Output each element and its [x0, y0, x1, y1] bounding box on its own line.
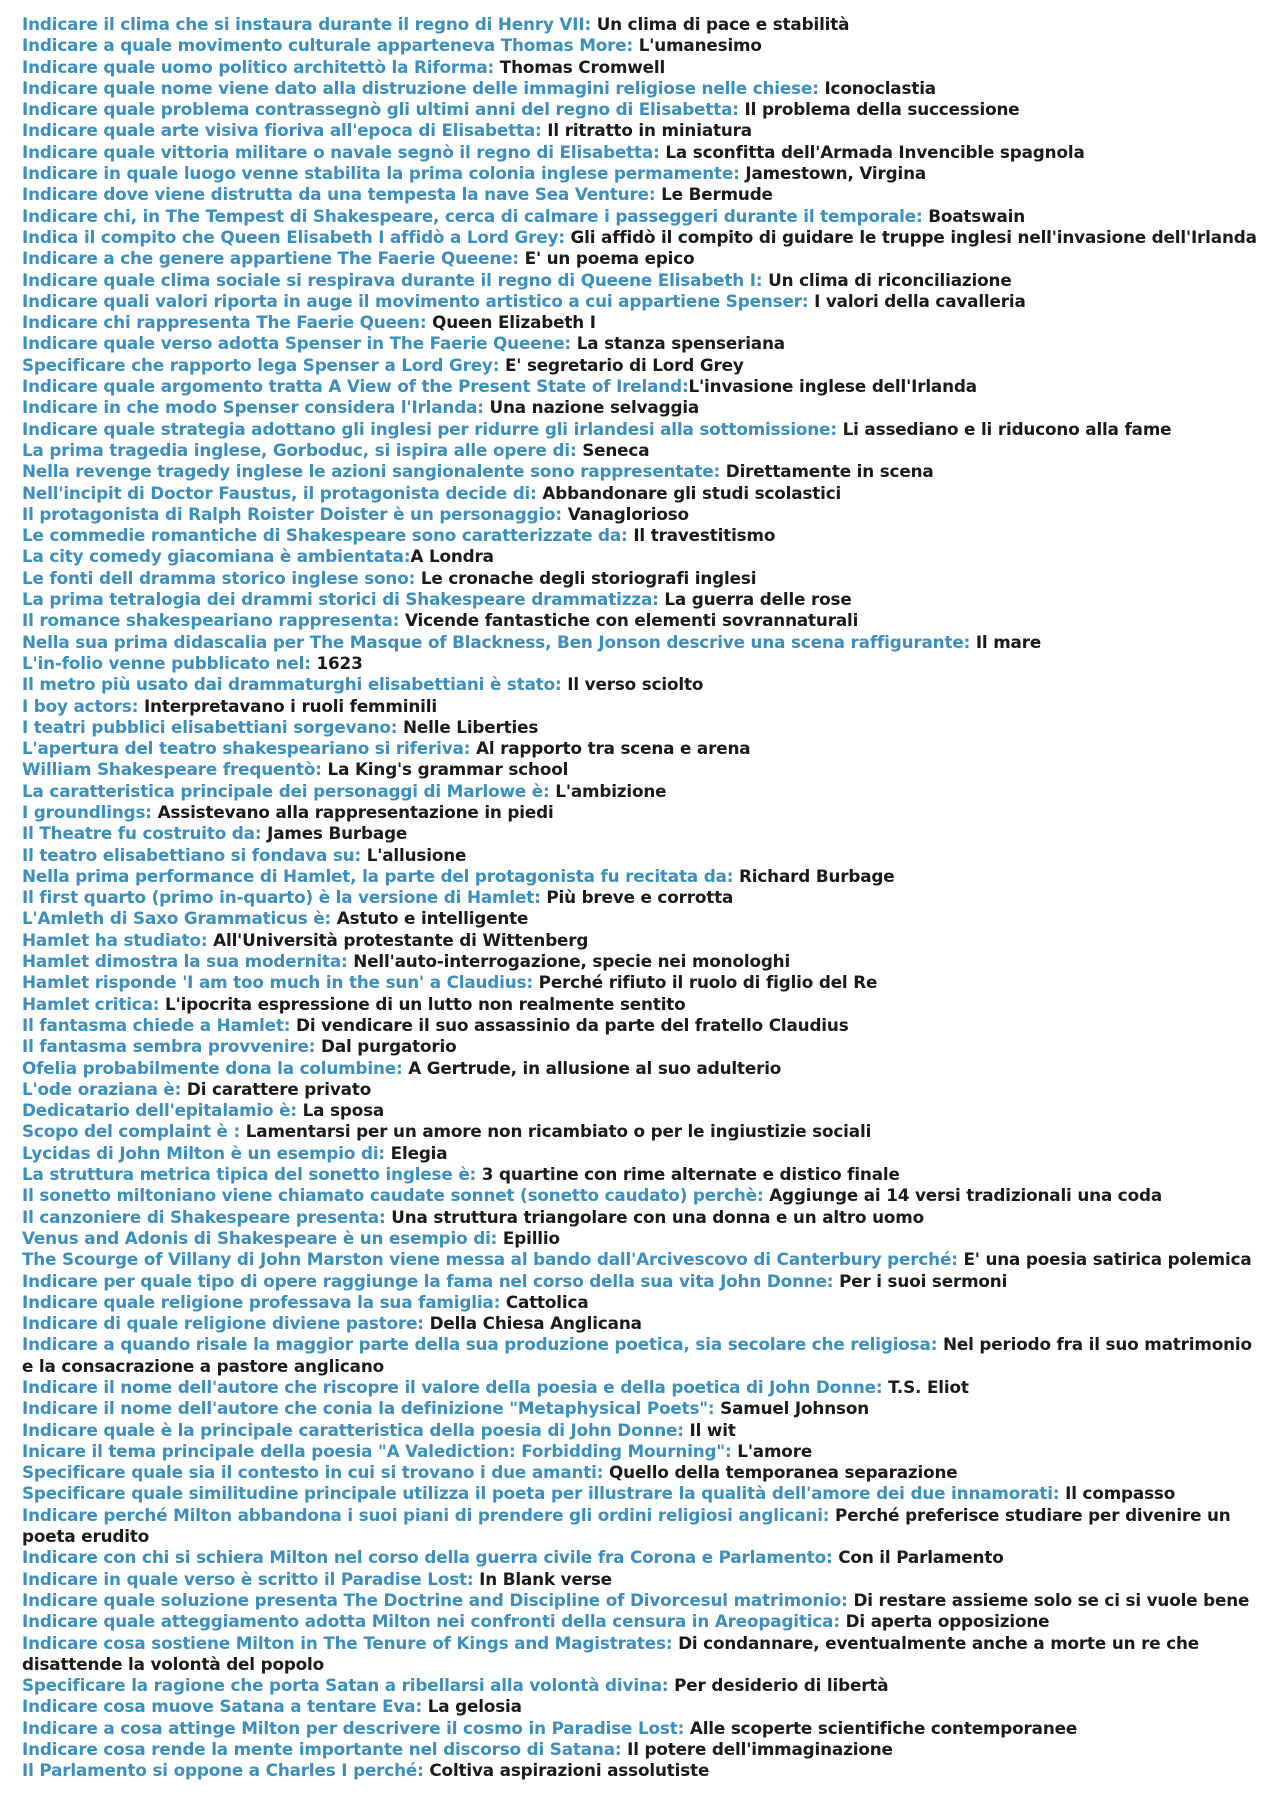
question-text: La struttura metrica tipica del sonetto inglese è:: [22, 1164, 477, 1185]
question-text: Il first quarto (primo in-quarto) è la versione di Hamlet:: [22, 887, 541, 908]
qa-item: [22, 291, 1258, 312]
question-text: I boy actors:: [22, 695, 139, 716]
qa-item: [22, 248, 1258, 269]
qa-item: [22, 1271, 1258, 1292]
qa-item: [22, 759, 1258, 780]
question-text: Indicare di quale religione diviene pastore:: [22, 1313, 424, 1334]
qa-item: [22, 1334, 1258, 1377]
qa-item: [22, 1569, 1258, 1590]
qa-item: [22, 1377, 1258, 1398]
question-text: Nella sua prima didascalia per The Masque of Blackness, Ben Jonson descrive una scena raffigurante:: [22, 631, 971, 652]
qa-item: [22, 738, 1258, 759]
answer-text: Le cronache degli storiografi inglesi: [415, 567, 757, 588]
qa-item: [22, 1462, 1258, 1483]
question-text: L'apertura del teatro shakespeariano si riferiva:: [22, 738, 471, 759]
answer-text: Il potere dell'immaginazione: [621, 1739, 893, 1760]
answer-text: Per desiderio di libertà: [668, 1675, 889, 1696]
answer-text: La gelosia: [422, 1696, 522, 1717]
qa-item: [22, 355, 1258, 376]
question-text: Indicare quali valori riporta in auge il movimento artistico a cui appartiene Spenser:: [22, 290, 809, 311]
question-text: Hamlet critica:: [22, 993, 160, 1014]
question-text: Indicare in quale luogo venne stabilita la prima colonia inglese permamente:: [22, 163, 740, 184]
qa-item: [22, 1058, 1258, 1079]
answer-text: Più breve e corrotta: [540, 887, 734, 908]
answer-text: L'allusione: [361, 844, 467, 865]
answer-text: E' segretario di Lord Grey: [499, 354, 744, 375]
question-text: Indicare il nome dell'autore che conia la definizione "Metaphysical Poets":: [22, 1398, 715, 1419]
question-text: Indicare cosa sostiene Milton in The Tenure of Kings and Magistrates:: [22, 1632, 673, 1653]
qa-item: [22, 270, 1258, 291]
answer-text: Interpretavano i ruoli femminili: [138, 695, 437, 716]
question-text: Il Theatre fu costruito da:: [22, 823, 262, 844]
answer-text: Vicende fantastiche con elementi sovrannaturali: [399, 610, 859, 631]
question-text: Indicare quale atteggiamento adotta Milton nei confronti della censura in Areopagitica:: [22, 1611, 840, 1632]
qa-item: [22, 1228, 1258, 1249]
question-text: Indicare quale soluzione presenta The Doctrine and Discipline of Divorcesul matrimonio:: [22, 1589, 848, 1610]
answer-text: Per i suoi sermoni: [833, 1270, 1008, 1291]
qa-item: [22, 142, 1258, 163]
answer-text: L'umanesimo: [633, 35, 762, 56]
question-text: Indicare il clima che si instaura durante il regno di Henry VII:: [22, 14, 592, 34]
question-text: Indicare quale problema contrassegnò gli ultimi anni del regno di Elisabetta:: [22, 99, 739, 120]
qa-item: [22, 930, 1258, 951]
question-text: Il fantasma sembra provvenire:: [22, 1036, 316, 1057]
qa-item: [22, 1441, 1258, 1462]
question-text: Indicare a quale movimento culturale apparteneva Thomas More:: [22, 35, 634, 56]
question-text: Specificare che rapporto lega Spenser a Lord Grey:: [22, 354, 500, 375]
answer-text: Il compasso: [1059, 1483, 1176, 1504]
answer-text: Richard Burbage: [733, 865, 895, 886]
question-text: I groundlings:: [22, 801, 152, 822]
answer-text: Una struttura triangolare con una donna e un altro uomo: [385, 1206, 924, 1227]
question-text: La prima tetralogia dei drammi storici di Shakespeare drammatizza:: [22, 589, 659, 610]
qa-item: [22, 1164, 1258, 1185]
question-text: Hamlet ha studiato:: [22, 929, 208, 950]
question-text: Nella revenge tragedy inglese le azioni sangionalente sono rappresentate:: [22, 461, 721, 482]
answer-text: L'invasione inglese dell'Irlanda: [688, 376, 977, 397]
answer-text: James Burbage: [261, 823, 408, 844]
qa-item: [22, 823, 1258, 844]
qa-item: [22, 994, 1258, 1015]
question-text: Indicare quale arte visiva fioriva all'epoca di Elisabetta:: [22, 120, 542, 141]
qa-item: [22, 99, 1258, 120]
question-text: La prima tragedia inglese, Gorboduc, si ispira alle opere di:: [22, 439, 577, 460]
qa-item: [22, 1121, 1258, 1142]
answer-text: Di aperta opposizione: [839, 1611, 1050, 1632]
qa-item: [22, 908, 1258, 929]
answer-text: Samuel Johnson: [714, 1398, 870, 1419]
answer-text: La King's grammar school: [321, 759, 569, 780]
question-text: L'in-folio venne pubblicato nel:: [22, 652, 311, 673]
qa-item: [22, 312, 1258, 333]
answer-text: In Blank verse: [473, 1568, 612, 1589]
qa-item: [22, 610, 1258, 631]
question-text: Scopo del complaint è :: [22, 1121, 241, 1142]
answer-text: Dal purgatorio: [315, 1036, 457, 1057]
answer-text: Coltiva aspirazioni assolutiste: [423, 1760, 710, 1781]
question-text: Indicare chi, in The Tempest di Shakespeare, cerca di calmare i passeggeri durante il temporale:: [22, 205, 923, 226]
question-text: Il teatro elisabettiano si fondava su:: [22, 844, 362, 865]
answer-text: Il verso sciolto: [561, 674, 704, 695]
question-text: Indicare a che genere appartiene The Faerie Queene:: [22, 248, 519, 269]
question-text: Indicare quale religione professava la sua famiglia:: [22, 1291, 501, 1312]
qa-item: [22, 333, 1258, 354]
answer-text: Il problema della successione: [738, 99, 1020, 120]
question-text: William Shakespeare frequentò:: [22, 759, 322, 780]
qa-item: [22, 78, 1258, 99]
answer-text: La stanza spenseriana: [571, 333, 785, 354]
question-text: Inicare il tema principale della poesia "A Valediction: Forbidding Mourning":: [22, 1440, 732, 1461]
qa-item: [22, 1036, 1258, 1057]
qa-item: [22, 184, 1258, 205]
qa-item: [22, 1100, 1258, 1121]
answer-text: Lamentarsi per un amore non ricambiato o per le ingiustizie sociali: [240, 1121, 872, 1142]
question-text: Indica il compito che Queen Elisabeth I affidò a Lord Grey:: [22, 226, 565, 247]
qa-item: [22, 1718, 1258, 1739]
question-text: Indicare quale clima sociale si respirava durante il regno di Queene Elisabeth I:: [22, 269, 763, 290]
answer-text: Abbandonare gli studi scolastici: [536, 482, 842, 503]
answer-text: E' una poesia satirica polemica: [957, 1249, 1252, 1270]
question-text: Dedicatario dell'epitalamio è:: [22, 1100, 297, 1121]
question-text: Indicare cosa rende la mente importante nel discorso di Satana:: [22, 1739, 622, 1760]
answer-text: La sposa: [296, 1100, 385, 1121]
qa-item: [22, 1420, 1258, 1441]
answer-text: Di restare assieme solo se ci si vuole bene: [847, 1589, 1250, 1610]
qa-item: [22, 376, 1258, 397]
qa-item: [22, 1547, 1258, 1568]
qa-item: [22, 1505, 1258, 1548]
answer-text: Quello della temporanea separazione: [603, 1462, 958, 1483]
question-text: Lycidas di John Milton è un esempio di:: [22, 1142, 385, 1163]
qa-item: [22, 120, 1258, 141]
qa-item: [22, 440, 1258, 461]
qa-item: [22, 163, 1258, 184]
answer-text: Nelle Liberties: [397, 716, 539, 737]
qa-item: [22, 14, 1258, 35]
question-text: Il metro più usato dai drammaturghi elisabettiani è stato:: [22, 674, 562, 695]
question-text: Indicare con chi si schiera Milton nel corso della guerra civile fra Corona e Parlamento:: [22, 1547, 833, 1568]
qa-item: [22, 1015, 1258, 1036]
question-text: Il canzoniere di Shakespeare presenta:: [22, 1206, 386, 1227]
answer-text: Di carattere privato: [181, 1078, 372, 1099]
qa-item: [22, 696, 1258, 717]
question-text: Indicare dove viene distrutta da una tempesta la nave Sea Venture:: [22, 184, 656, 205]
question-text: Indicare chi rappresenta The Faerie Queen:: [22, 312, 427, 333]
answer-text: Cattolica: [500, 1291, 589, 1312]
question-text: Indicare quale è la principale caratteristica della poesia di John Donne:: [22, 1419, 684, 1440]
question-text: Il sonetto miltoniano viene chiamato caudate sonnet (sonetto caudato) perchè:: [22, 1185, 764, 1206]
qa-item: [22, 1611, 1258, 1632]
qa-item: [22, 206, 1258, 227]
question-text: Indicare per quale tipo di opere raggiunge la fama nel corso della sua vita John Donne:: [22, 1270, 834, 1291]
answer-text: Di condannare, eventualmente anche a morte un re che disattende la volontà del popolo: [22, 1632, 1200, 1674]
answer-text: Al rapporto tra scena e arena: [470, 738, 751, 759]
answer-text: Iconoclastia: [818, 77, 936, 98]
qa-item: [22, 504, 1258, 525]
qa-item: [22, 1313, 1258, 1334]
qa-item: [22, 1185, 1258, 1206]
qa-item: [22, 1207, 1258, 1228]
question-text: Il protagonista di Ralph Roister Doister è un personaggio:: [22, 503, 562, 524]
question-text: Le fonti dell dramma storico inglese sono:: [22, 567, 416, 588]
qa-item: [22, 227, 1258, 248]
qa-item: [22, 887, 1258, 908]
question-text: Nell'incipit di Doctor Faustus, il protagonista decide di:: [22, 482, 537, 503]
answer-text: Jamestown, Virgina: [739, 163, 927, 184]
qa-item: [22, 1590, 1258, 1611]
answer-text: Un clima di pace e stabilità: [591, 14, 850, 34]
question-text: Hamlet dimostra la sua modernita:: [22, 951, 348, 972]
answer-text: Queen Elizabeth I: [426, 312, 596, 333]
question-text: Indicare quale argomento tratta A View of the Present State of Ireland:: [22, 376, 689, 397]
answer-text: Thomas Cromwell: [494, 56, 666, 77]
answer-text: Gli affidò il compito di guidare le truppe inglesi nell'invasione dell'Irlanda: [564, 226, 1257, 247]
qa-item: [22, 397, 1258, 418]
qa-item: [22, 845, 1258, 866]
answer-text: Epillio: [497, 1227, 560, 1248]
qa-item: [22, 717, 1258, 738]
question-text: L'ode oraziana è:: [22, 1078, 182, 1099]
answer-text: Il travestitismo: [627, 525, 776, 546]
question-text: Indicare a quando risale la maggior parte della sua produzione poetica, sia secolare che religiosa:: [22, 1334, 938, 1355]
answer-text: L'ipocrita espressione di un lutto non realmente sentito: [159, 993, 686, 1014]
answer-text: La sconfitta dell'Armada Invencible spagnola: [659, 141, 1085, 162]
answer-text: Con il Parlamento: [832, 1547, 1004, 1568]
answer-text: L'amore: [731, 1440, 813, 1461]
answer-text: Il mare: [970, 631, 1042, 652]
qa-item: [22, 546, 1258, 567]
qa-item: [22, 1760, 1258, 1781]
answer-text: 3 quartine con rime alternate e distico finale: [476, 1164, 900, 1185]
answer-text: Il ritratto in miniatura: [541, 120, 752, 141]
answer-text: Vanaglorioso: [562, 503, 689, 524]
question-text: Il romance shakespeariano rappresenta:: [22, 610, 400, 631]
qa-item: [22, 1249, 1258, 1270]
answer-text: Alle scoperte scientifiche contemporanee: [684, 1717, 1078, 1738]
answer-text: Assistevano alla rappresentazione in piedi: [151, 801, 554, 822]
question-text: Il Parlamento si oppone a Charles I perché:: [22, 1760, 424, 1781]
qa-item: [22, 1739, 1258, 1760]
answer-text: Di vendicare il suo assassinio da parte del fratello Claudius: [290, 1014, 849, 1035]
question-text: Indicare in quale verso è scritto il Paradise Lost:: [22, 1568, 474, 1589]
answer-text: A Gertrude, in allusione al suo adulterio: [402, 1057, 782, 1078]
answer-text: Perché preferisce studiare per divenire un poeta erudito: [22, 1504, 1231, 1547]
qa-item: [22, 866, 1258, 887]
question-text: Il fantasma chiede a Hamlet:: [22, 1014, 291, 1035]
question-text: Hamlet risponde 'I am too much in the sun' a Claudius:: [22, 972, 533, 993]
qa-item: [22, 568, 1258, 589]
question-text: I teatri pubblici elisabettiani sorgevano:: [22, 716, 398, 737]
answer-text: Nell'auto-interrogazione, specie nei monologhi: [347, 951, 791, 972]
question-text: Nella prima performance di Hamlet, la parte del protagonista fu recitata da:: [22, 865, 734, 886]
answer-text: Della Chiesa Anglicana: [423, 1313, 642, 1334]
qa-item: [22, 589, 1258, 610]
qa-item: [22, 951, 1258, 972]
answer-text: Perché rifiuto il ruolo di figlio del Re: [532, 972, 878, 993]
question-text: Specificare quale similitudine principale utilizza il poeta per illustrare la qualità dell'amore dei due innamorati:: [22, 1483, 1060, 1504]
answer-text: Boatswain: [922, 205, 1026, 226]
qa-item: [22, 1633, 1258, 1676]
answer-text: Aggiunge ai 14 versi tradizionali una coda: [763, 1185, 1163, 1206]
answer-text: La guerra delle rose: [658, 589, 852, 610]
qa-item: [22, 57, 1258, 78]
question-text: Specificare quale sia il contesto in cui si trovano i due amanti:: [22, 1462, 604, 1483]
question-text: Indicare cosa muove Satana a tentare Eva:: [22, 1696, 423, 1717]
question-text: Venus and Adonis di Shakespeare è un esempio di:: [22, 1227, 498, 1248]
answer-text: Il wit: [683, 1419, 736, 1440]
question-text: Le commedie romantiche di Shakespeare sono caratterizzate da:: [22, 525, 628, 546]
qa-item: [22, 419, 1258, 440]
qa-item: [22, 972, 1258, 993]
answer-text: Nel periodo fra il suo matrimonio e la consacrazione a pastore anglicano: [22, 1334, 1252, 1376]
question-text: Indicare quale uomo politico architettò la Riforma:: [22, 56, 495, 77]
answer-text: Elegia: [384, 1142, 448, 1163]
question-text: Indicare quale strategia adottano gli inglesi per ridurre gli irlandesi alla sottomissione:: [22, 418, 837, 439]
qa-item: [22, 461, 1258, 482]
question-text: Ofelia probabilmente dona la columbine:: [22, 1057, 403, 1078]
answer-text: T.S. Eliot: [882, 1377, 969, 1397]
question-text: Indicare perché Milton abbandona i suoi piani di prendere gli ordini religiosi anglicani:: [22, 1504, 830, 1525]
answer-text: Le Bermude: [655, 184, 773, 205]
answer-text: All'Università protestante di Wittenberg: [207, 929, 589, 950]
qa-item: [22, 653, 1258, 674]
qa-item: [22, 781, 1258, 802]
answer-text: A Londra: [410, 546, 494, 567]
answer-text: E' un poema epico: [518, 248, 695, 269]
question-text: Indicare in che modo Spenser considera l'Irlanda:: [22, 397, 484, 418]
qa-item: [22, 802, 1258, 823]
answer-text: 1623: [310, 652, 363, 673]
answer-text: Astuto e intelligente: [331, 908, 529, 929]
question-text: Indicare quale nome viene dato alla distruzione delle immagini religiose nelle chiese:: [22, 77, 819, 98]
qa-item: [22, 1143, 1258, 1164]
question-text: Specificare la ragione che porta Satan a ribellarsi alla volontà divina:: [22, 1675, 669, 1696]
qa-item: [22, 1696, 1258, 1717]
answer-text: Li assediano e li riducono alla fame: [836, 418, 1172, 439]
qa-item: [22, 1292, 1258, 1313]
answer-text: Direttamente in scena: [720, 461, 934, 482]
question-text: Indicare a cosa attinge Milton per descrivere il cosmo in Paradise Lost:: [22, 1717, 685, 1738]
qa-item: [22, 674, 1258, 695]
qa-item: [22, 483, 1258, 504]
qa-item: [22, 1398, 1258, 1419]
question-text: Indicare quale verso adotta Spenser in The Faerie Queene:: [22, 333, 571, 354]
qa-list: [22, 14, 1258, 1782]
question-text: La caratteristica principale dei personaggi di Marlowe è:: [22, 780, 550, 801]
question-text: Indicare quale vittoria militare o navale segnò il regno di Elisabetta:: [22, 141, 660, 162]
question-text: La city comedy giacomiana è ambientata:: [22, 546, 411, 567]
qa-item: [22, 632, 1258, 653]
answer-text: I valori della cavalleria: [808, 290, 1026, 311]
qa-item: [22, 1675, 1258, 1696]
qa-item: [22, 1079, 1258, 1100]
question-text: Indicare il nome dell'autore che riscopre il valore della poesia e della poetica di John Donne:: [22, 1377, 883, 1397]
question-text: L'Amleth di Saxo Grammaticus è:: [22, 908, 332, 929]
answer-text: L'ambizione: [549, 780, 667, 801]
answer-text: Seneca: [576, 439, 650, 460]
question-text: The Scourge of Villany di John Marston viene messa al bando dall'Arcivescovo di Canterbury perché:: [22, 1249, 958, 1270]
qa-item: [22, 525, 1258, 546]
qa-item: [22, 1483, 1258, 1504]
answer-text: Un clima di riconciliazione: [762, 269, 1012, 290]
answer-text: Una nazione selvaggia: [483, 397, 700, 418]
qa-item: [22, 35, 1258, 56]
